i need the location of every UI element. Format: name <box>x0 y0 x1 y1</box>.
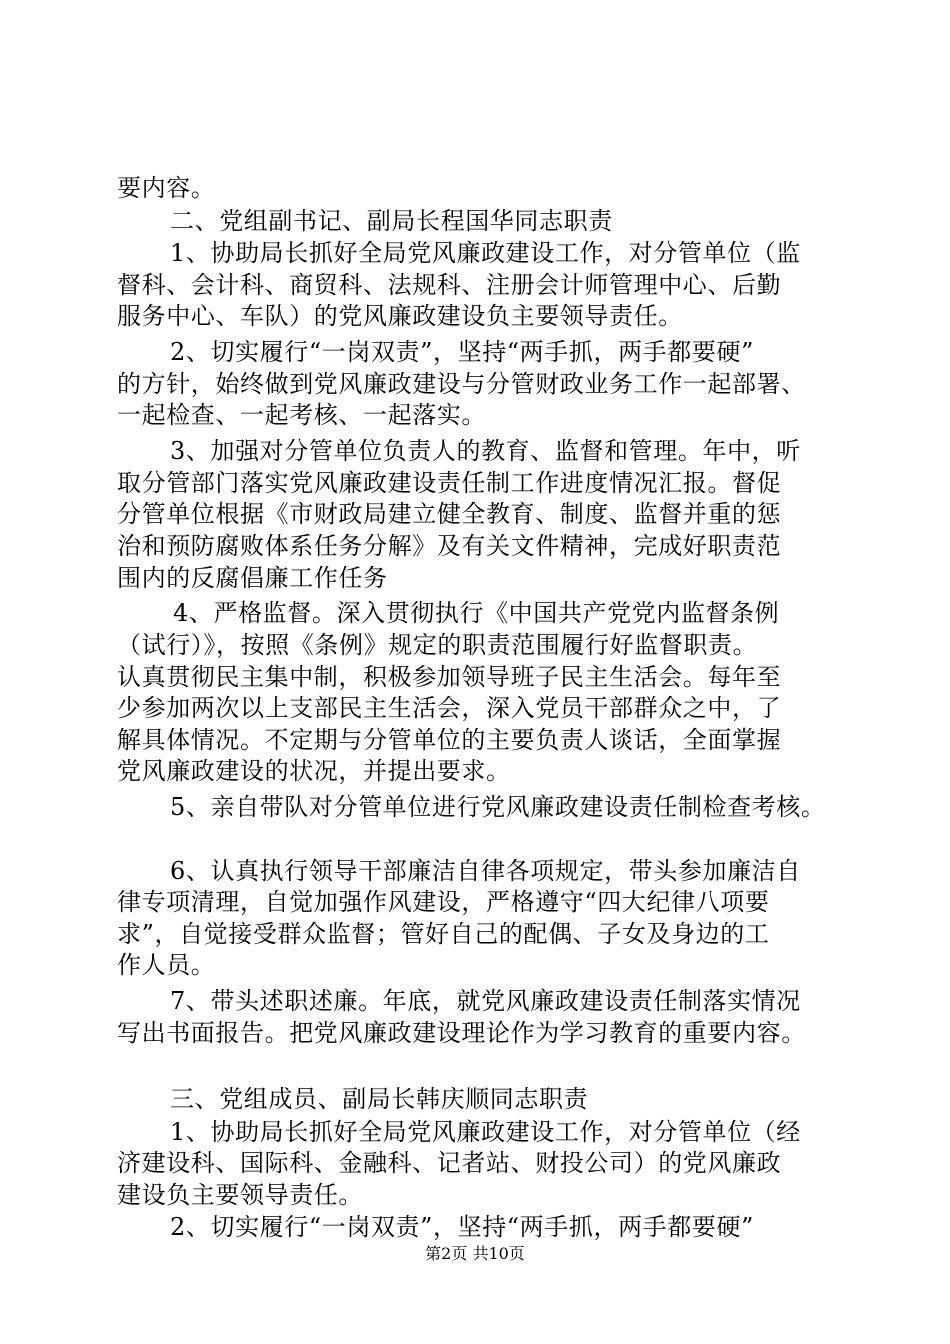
page-number-footer: 第2页 共10页 <box>425 1244 525 1263</box>
text-line: 服务中心、车队）的党风廉政建设负主要领导责任。 <box>117 302 683 330</box>
text-line: 一起检查、一起考核、一起落实。 <box>117 401 486 429</box>
text-line: 7、带头述职述廉。年底，就党风廉政建设责任制落实情况 <box>170 987 801 1015</box>
text-line: 求”，自觉接受群众监督；管好自己的配偶、子女及身边的工 <box>117 920 770 948</box>
text-line: 1、协助局长抓好全局党风廉政建设工作，对分管单位（监 <box>170 239 801 267</box>
text-line: 党风廉政建设的状况，并提出要求。 <box>117 757 511 785</box>
text-line: 3、加强对分管单位负责人的教育、监督和管理。年中，听 <box>170 437 801 465</box>
text-line: 1、协助局长抓好全局党风廉政建设工作，对分管单位（经 <box>170 1118 801 1146</box>
section-heading: 三、党组成员、副局长韩庆顺同志职责 <box>170 1085 589 1113</box>
text-line: 取分管部门落实党风廉政建设责任制工作进度情况汇报。督促 <box>117 469 782 497</box>
text-line: 分管单位根据《市财政局建立健全教育、制度、监督并重的惩 <box>117 500 782 528</box>
text-line: 治和预防腐败体系任务分解》及有关文件精神，完成好职责范 <box>117 532 782 560</box>
section-heading: 二、党组副书记、副局长程国华同志职责 <box>170 207 613 235</box>
text-line: 的方针，始终做到党风廉政建设与分管财政业务工作一起部署、 <box>117 370 806 398</box>
text-line: 少参加两次以上支部民主生活会，深入党员干部群众之中，了 <box>117 694 782 722</box>
text-line: 5、亲自带队对分管单位进行党风廉政建设责任制检查考核。 <box>170 793 826 821</box>
text-line: （试行）》，按照《条例》规定的职责范围履行好监督职责。 <box>117 631 758 659</box>
text-line: 督科、会计科、商贸科、法规科、注册会计师管理中心、后勤 <box>117 271 782 299</box>
text-line: 6、认真执行领导干部廉洁自律各项规定，带头参加廉洁自 <box>170 857 801 885</box>
text-line: 解具体情况。不定期与分管单位的主要负责人谈话，全面掌握 <box>117 726 782 754</box>
text-line: 2、切实履行“一岗双责”，坚持“两手抓，两手都要硬” <box>170 1213 754 1241</box>
text-line: 济建设科、国际科、金融科、记者站、财投公司）的党风廉政 <box>117 1149 782 1177</box>
text-line: 律专项清理，自觉加强作风建设，严格遵守“四大纪律八项要 <box>117 888 770 916</box>
text-line: 4、严格监督。深入贯彻执行《中国共产党党内监督条例 <box>173 599 780 627</box>
text-line: 围内的反腐倡廉工作任务 <box>117 564 388 592</box>
text-line: 认真贯彻民主集中制，积极参加领导班子民主生活会。每年至 <box>117 663 782 691</box>
text-line: 作人员。 <box>117 951 216 979</box>
text-line: 要内容。 <box>117 174 216 202</box>
text-line: 建设负主要领导责任。 <box>117 1181 363 1209</box>
text-line: 写出书面报告。把党风廉政建设理论作为学习教育的重要内容。 <box>117 1019 806 1047</box>
text-line: 2、切实履行“一岗双责”，坚持“两手抓，两手都要硬” <box>170 338 754 366</box>
